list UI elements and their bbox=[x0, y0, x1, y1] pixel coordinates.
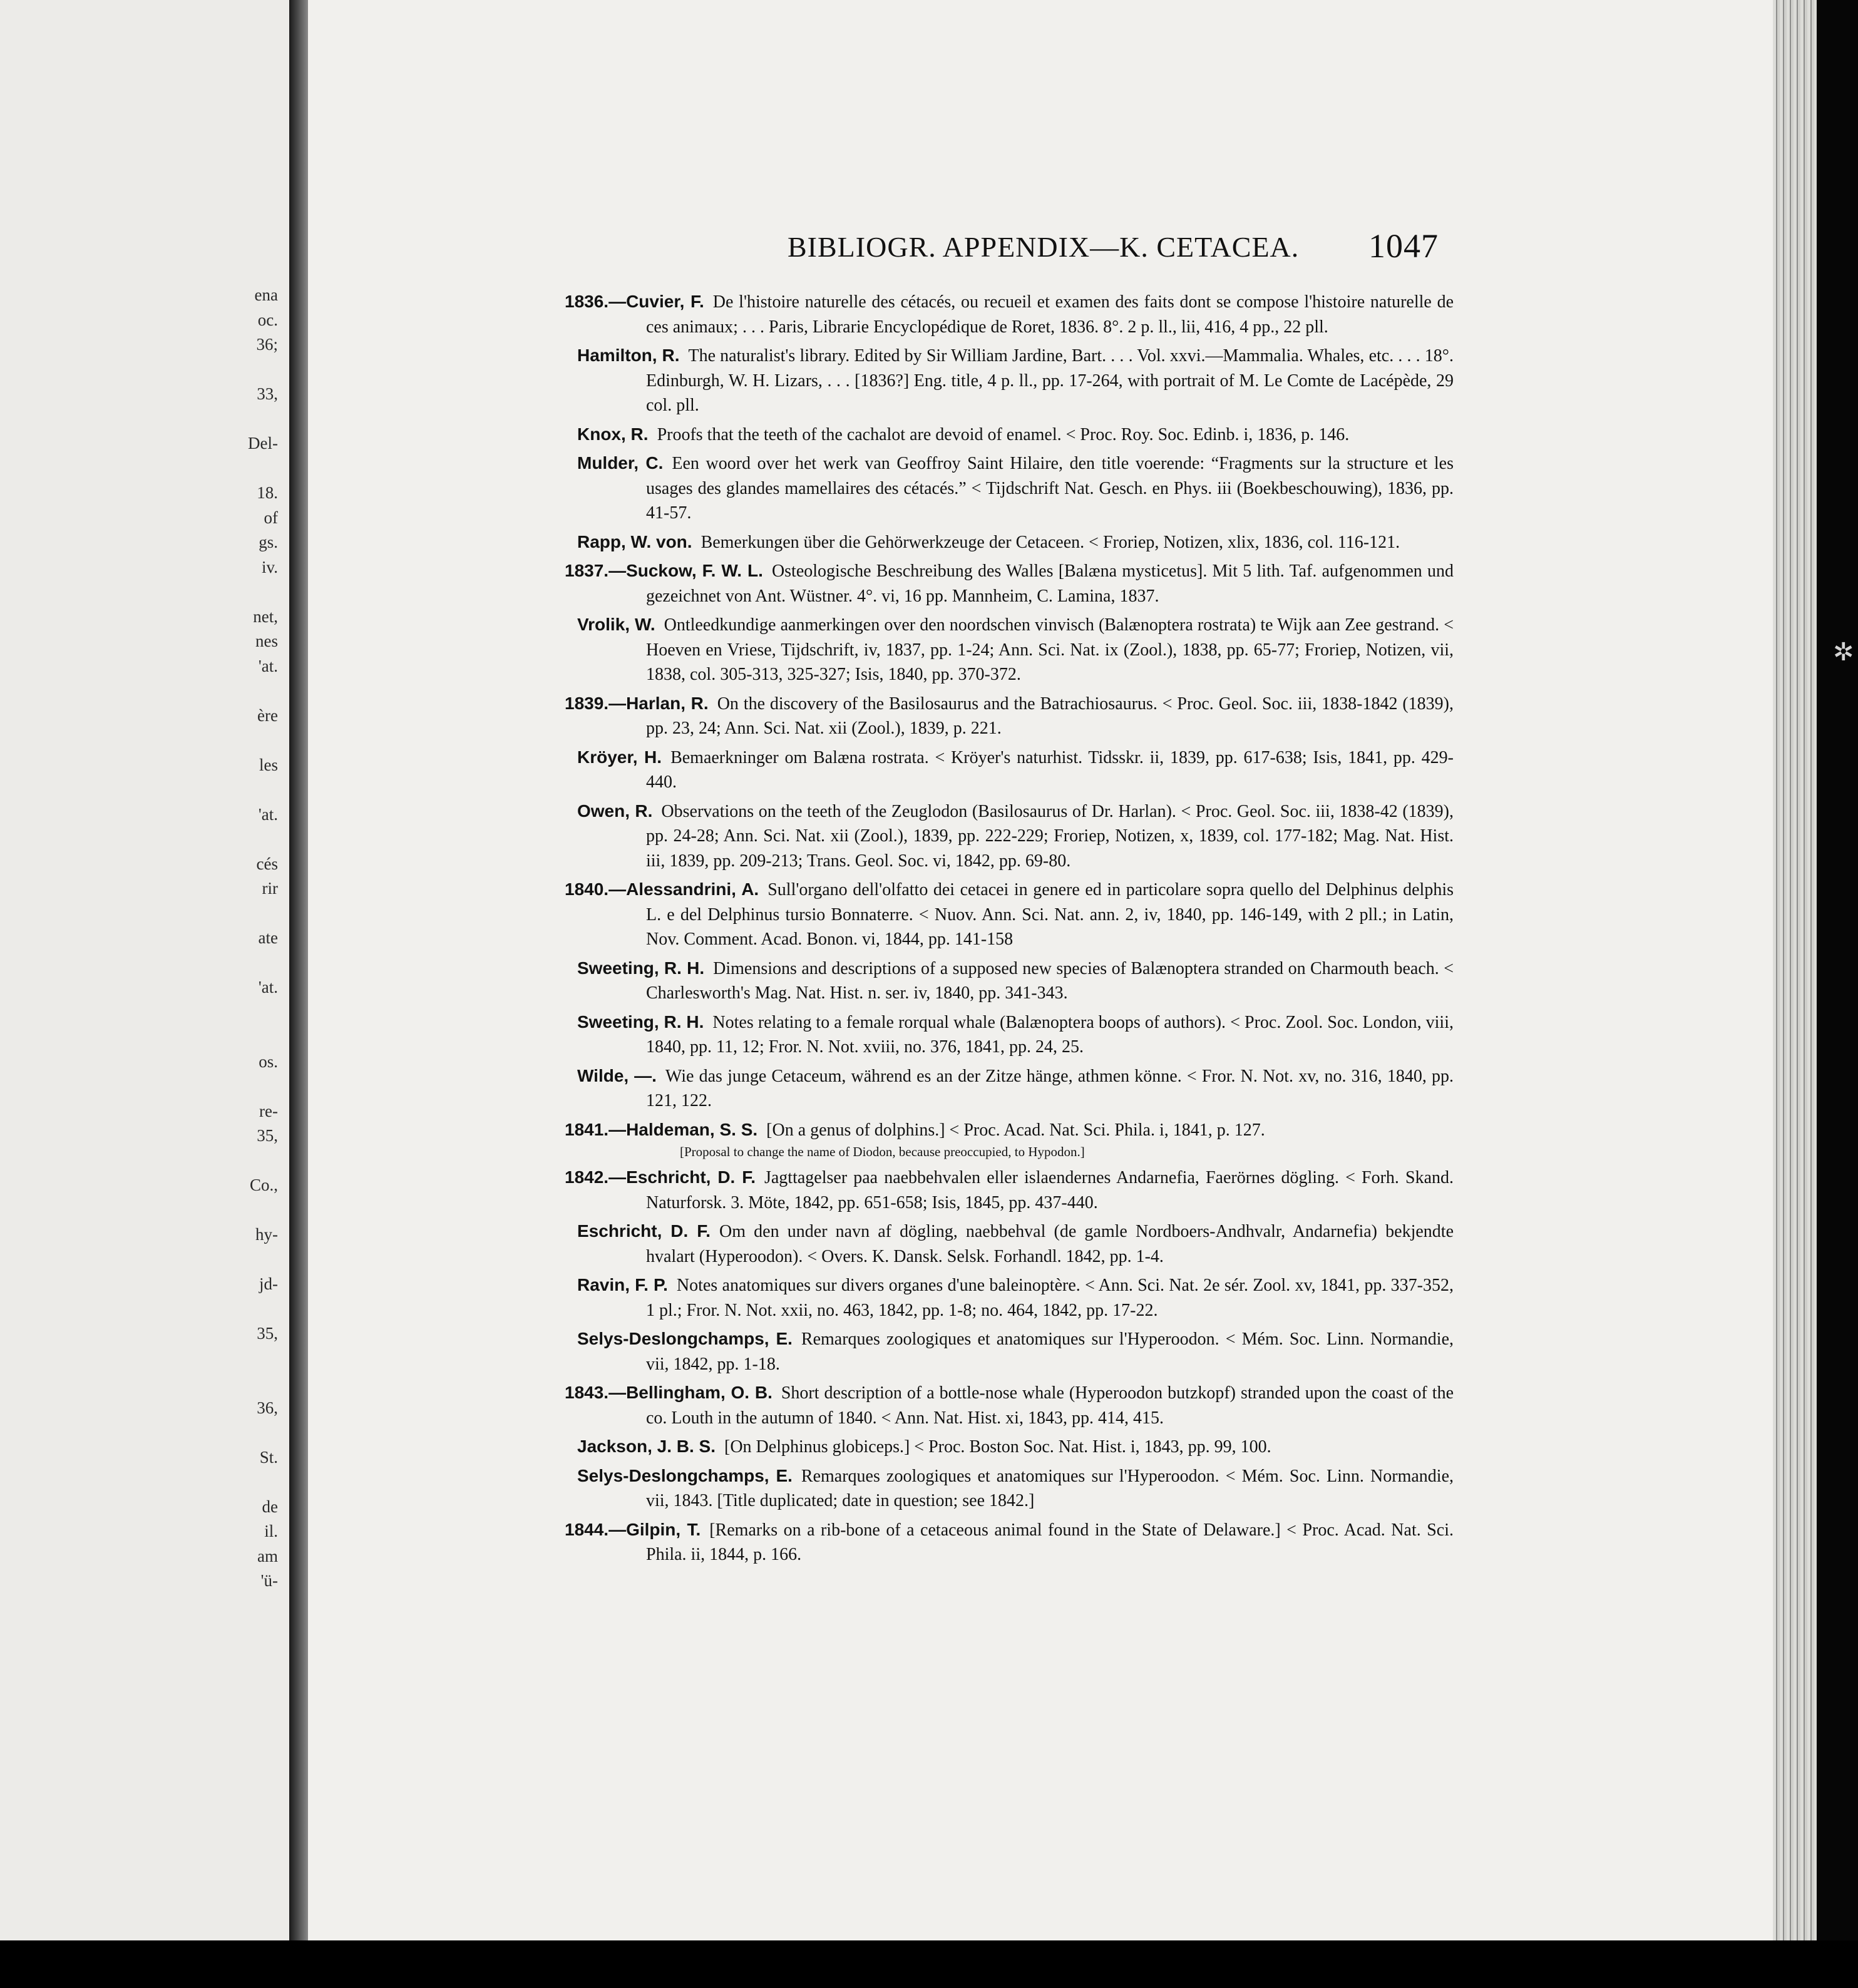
left-page-fragment: 'at. bbox=[258, 804, 278, 824]
left-page-fragment: os. bbox=[259, 1052, 278, 1071]
page-edge-shadow bbox=[1817, 0, 1858, 1940]
entry-text: Proofs that the teeth of the cachalot are devoid of enamel. < Proc. Roy. Soc. Edinb. i, 1836, p. 146. bbox=[657, 424, 1350, 444]
entry-author: Selys-Deslongchamps, E. bbox=[577, 1329, 793, 1348]
bibliography-list bbox=[565, 289, 1454, 1571]
bibliography-entry bbox=[565, 451, 1454, 526]
entry-text: Jagttagelser paa naebbehvalen eller islaendernes Andarnefia, Faerörnes dögling. < Forh. Skand. Naturforsk. 3. Möte, 1842, pp. 651-658; Isis, 1845, pp. 437-440. bbox=[646, 1168, 1454, 1212]
entry-text: Remarques zoologiques et anatomiques sur l'Hyperoodon. < Mém. Soc. Linn. Normandie, vii, 1842, pp. 1-18. bbox=[646, 1330, 1454, 1374]
entry-text: Sull'organo dell'olfatto dei cetacei in genere ed in particolare sopra quello del Delphinus delphis L. e del Delphinus tursio Bonnaterre. < Nuov. Ann. Sci. Nat. ann. 2, iv, 1840, pp. 146-149, with 2 pll.; in Latin, Nov. Comment. Acad. Bonon. vi, 1844, pp. 141-158 bbox=[646, 880, 1454, 949]
bibliography-entry bbox=[565, 1165, 1454, 1215]
bibliography-entry bbox=[565, 1434, 1454, 1460]
left-page-fragment: 36, bbox=[257, 1398, 278, 1417]
bibliography-entry bbox=[565, 1117, 1454, 1162]
left-page-fragment bbox=[203, 456, 278, 481]
entry-author: Vrolik, W. bbox=[577, 615, 655, 634]
running-title: BIBLIOGR. APPENDIX—K. CETACEA. bbox=[788, 231, 1300, 263]
entry-author: Wilde, —. bbox=[577, 1065, 657, 1085]
entry-author: Eschricht, D. F. bbox=[626, 1167, 756, 1187]
entry-author: Jackson, J. B. S. bbox=[577, 1437, 716, 1456]
entry-year: 1842.— bbox=[565, 1167, 627, 1187]
left-page-fragment: St. bbox=[259, 1447, 278, 1467]
bibliography-entry bbox=[565, 1463, 1454, 1514]
entry-text: On the discovery of the Basilosaurus and the Batrachiosaurus. < Proc. Geol. Soc. iii, 1838-1842 (1839), pp. 23, 24; Ann. Sci. Nat. xii (Zool.), 1839, p. 221. bbox=[646, 694, 1454, 738]
left-page-fragment: iv. bbox=[262, 557, 278, 576]
left-page-fragment: 35, bbox=[257, 1126, 278, 1145]
left-page-fragment bbox=[203, 728, 278, 753]
bibliography-entry bbox=[565, 1273, 1454, 1323]
left-page-fragment: il. bbox=[264, 1522, 278, 1540]
left-page-fragment: am bbox=[257, 1546, 278, 1565]
left-page-fragment: de bbox=[262, 1497, 278, 1516]
entry-text: Bemaerkninger om Balæna rostrata. < Kröyer's naturhist. Tidsskr. ii, 1839, pp. 617-638; Isis, 1841, pp. 429-440. bbox=[646, 747, 1454, 792]
entry-text: Dimensions and descriptions of a supposed new species of Balænoptera stranded on Charmouth beach. < Charlesworth's Mag. Nat. Hist. n. ser. iv, 1840, pp. 341-343. bbox=[646, 958, 1454, 1003]
bibliography-entry bbox=[565, 1326, 1454, 1376]
left-page-fragment: 'at. bbox=[258, 978, 278, 997]
entry-text: [On a genus of dolphins.] < Proc. Acad. Nat. Sci. Phila. i, 1841, p. 127. bbox=[766, 1120, 1265, 1140]
entry-text: De l'histoire naturelle des cétacés, ou recueil et examen des faits dont se compose l'histoire naturelle de ces animaux; . . . Paris, Librarie Encyclopédique de Roret, 1836. 8°. 2 p. ll., lii, 416, 4 pp., 22 pll. bbox=[646, 292, 1454, 337]
bibliography-entry bbox=[565, 1219, 1454, 1269]
left-page-fragment bbox=[203, 951, 278, 976]
bibliography-entry bbox=[565, 1063, 1454, 1114]
entry-author: Gilpin, T. bbox=[626, 1519, 701, 1539]
entry-author: Bellingham, O. B. bbox=[626, 1383, 772, 1402]
entry-text: [Remarks on a rib-bone of a cetaceous animal found in the State of Delaware.] < Proc. Acad. Nat. Sci. Phila. ii, 1844, p. 166. bbox=[646, 1520, 1454, 1564]
left-page-fragment bbox=[203, 1074, 278, 1099]
entry-author: Rapp, W. von. bbox=[577, 531, 692, 551]
left-page-fragment: of bbox=[264, 508, 278, 527]
entry-author: Owen, R. bbox=[577, 801, 653, 821]
left-page-fragment bbox=[203, 1371, 278, 1396]
entry-author: Knox, R. bbox=[577, 424, 649, 444]
entry-year: 1840.— bbox=[565, 879, 627, 899]
entry-text: Ontleedkundige aanmerkingen over den noordschen vinvisch (Balænoptera rostrata) te Wijk aan Zee gestrand. < Hoeven en Vriese, Tijdschrift, iv, 1837, pp. 1-24; Ann. Sci. Nat. ix (Zool.), 1838, pp. 65-77; Froriep, Notizen, vii, 1838, col. 305-313, 325-327; Isis, 1840, pp. 370-372. bbox=[646, 615, 1454, 684]
entry-author: Hamilton, R. bbox=[577, 346, 680, 365]
left-page-fragment bbox=[203, 357, 278, 382]
entry-text: The naturalist's library. Edited by Sir William Jardine, Bart. . . . Vol. xxvi.—Mammalia. Whales, etc. . . . 18°. Edinburgh, W. H. Lizars, . . . [1836?] Eng. title, 4 p. ll., pp. 17-264, with portrait of M. Le Comte de Lacépède, 29 col. pll. bbox=[646, 346, 1454, 415]
bibliography-entry bbox=[565, 1517, 1454, 1567]
left-page-fragment bbox=[203, 407, 278, 432]
bibliography-entry bbox=[565, 530, 1454, 555]
left-page-fragment: ena bbox=[254, 285, 278, 304]
entry-year: 1841.— bbox=[565, 1119, 627, 1139]
entry-text: Osteologische Beschreibung des Walles [Balæna mysticetus]. Mit 5 lith. Taf. aufgenommen und gezeichnet von Ant. Wüstner. 4°. vi, 16 pp. Mannheim, C. Lamina, 1837. bbox=[646, 561, 1454, 606]
entry-text: Observations on the teeth of the Zeuglodon (Basilosaurus of Dr. Harlan). < Proc. Geol. Soc. iii, 1838-42 (1839), pp. 24-28; Ann. Sci. Nat. xii (Zool.), 1839, pp. 222-229; Froriep, Notizen, x, 1839, col. 177-182; Mag. Nat. Hist. iii, 1839, pp. 209-213; Trans. Geol. Soc. vi, 1842, pp. 69-80. bbox=[646, 801, 1454, 871]
left-page-fragment: Del- bbox=[248, 434, 278, 453]
left-page-fragment: 33, bbox=[257, 384, 278, 403]
left-page-fragment: 'ü- bbox=[260, 1571, 278, 1590]
left-page-fragment bbox=[203, 1420, 278, 1445]
left-page-fragment: re- bbox=[259, 1101, 278, 1120]
left-page-fragment bbox=[203, 901, 278, 926]
entry-author: Eschricht, D. F. bbox=[577, 1221, 711, 1241]
left-page-fragment: nes bbox=[255, 632, 278, 650]
bibliography-entry bbox=[565, 877, 1454, 952]
left-page-fragment: 36; bbox=[256, 335, 278, 354]
entry-year: 1844.— bbox=[565, 1519, 627, 1539]
page-edge-stack bbox=[1773, 0, 1817, 1940]
left-page bbox=[0, 0, 289, 1940]
left-page-fragment bbox=[203, 1346, 278, 1371]
entry-author: Selys-Deslongchamps, E. bbox=[577, 1465, 793, 1485]
entry-author: Mulder, C. bbox=[577, 453, 664, 473]
left-page-fragment: cés bbox=[256, 854, 278, 873]
entry-note: [Proposal to change the name of Diodon, because preoccupied, to Hypodon.] bbox=[680, 1144, 1085, 1159]
entry-author: Sweeting, R. H. bbox=[577, 958, 705, 978]
entry-author: Cuvier, F. bbox=[626, 292, 704, 311]
entry-text: Short description of a bottle-nose whale (Hyperoodon butzkopf) stranded upon the coast of the co. Louth in the autumn of 1840. < Ann. Nat. Hist. xi, 1843, pp. 414, 415. bbox=[646, 1383, 1454, 1428]
left-page-fragment: 35, bbox=[257, 1324, 278, 1343]
bibliography-entry bbox=[565, 1010, 1454, 1060]
left-page-fragment: net, bbox=[253, 607, 278, 626]
left-page-fragment bbox=[203, 777, 278, 802]
entry-text: Bemerkungen über die Gehörwerkzeuge der Cetaceen. < Froriep, Notizen, xlix, 1836, col. 116-121. bbox=[701, 532, 1400, 552]
left-page-fragment bbox=[203, 1025, 278, 1050]
entry-year: 1837.— bbox=[565, 561, 627, 580]
left-page-fragment: ère bbox=[257, 705, 278, 725]
entry-author: Harlan, R. bbox=[626, 693, 709, 713]
bibliography-entry bbox=[565, 343, 1454, 418]
left-page-fragment bbox=[203, 1198, 278, 1223]
left-page-fragment: jd- bbox=[259, 1274, 278, 1293]
bibliography-entry bbox=[565, 1380, 1454, 1430]
left-page-fragment: gs. bbox=[259, 533, 278, 551]
bibliography-entry bbox=[565, 289, 1454, 339]
left-page-fragment bbox=[203, 827, 278, 852]
left-page-fragment: les bbox=[259, 755, 278, 774]
entry-author: Sweeting, R. H. bbox=[577, 1012, 704, 1032]
entry-text: [On Delphinus globiceps.] < Proc. Boston Soc. Nat. Hist. i, 1843, pp. 99, 100. bbox=[724, 1437, 1271, 1457]
entry-text: Notes relating to a female rorqual whale (Balænoptera boops of authors). < Proc. Zool. Soc. London, viii, 1840, pp. 11, 12; Fror. N. Not. xviii, no. 376, 1841, pp. 24, 25. bbox=[646, 1012, 1454, 1057]
left-page-fragment: ate bbox=[258, 928, 278, 947]
entry-text: Een woord over het werk van Geoffroy Saint Hilaire, den title voerende: “Fragments sur la structure et les usages des glandes mamellaires des cétacés.” < Tijdschrift Nat. Gesch. en Phys. iii (Boekbeschouwing), 1836, pp. 41-57. bbox=[646, 454, 1454, 523]
entry-text: Notes anatomiques sur divers organes d'une baleinoptère. < Ann. Sci. Nat. 2e sér. Zool. xv, 1841, pp. 337-352, 1 pl.; Fror. N. Not. xxii, no. 463, 1842, pp. 1-8; no. 464, 1842, pp. 17-22. bbox=[646, 1276, 1454, 1320]
left-page-fragment bbox=[203, 1149, 278, 1174]
left-page-fragment bbox=[203, 1470, 278, 1495]
left-page-fragment bbox=[203, 580, 278, 605]
page-header bbox=[788, 227, 1439, 264]
entry-text: Om den under navn af dögling, naebbehval (de gamle Nordboers-Andhvalr, Andarnefia) bekjendte hvalart (Hyperoodon). < Overs. K. Dansk. Selsk. Forhandl. 1842, pp. 1-4. bbox=[646, 1222, 1454, 1266]
page-number: 1047 bbox=[1368, 227, 1439, 265]
entry-author: Alessandrini, A. bbox=[626, 879, 759, 899]
entry-author: Suckow, F. W. L. bbox=[626, 561, 763, 580]
entry-year: 1839.— bbox=[565, 693, 627, 713]
entry-text: Remarques zoologiques et anatomiques sur l'Hyperoodon. < Mém. Soc. Linn. Normandie, vii, 1843. [Title duplicated; date in question; see 1842.] bbox=[646, 1466, 1454, 1510]
left-page-fragment: Co., bbox=[249, 1176, 278, 1194]
left-page-fragment bbox=[203, 1248, 278, 1273]
entry-author: Haldeman, S. S. bbox=[626, 1119, 758, 1139]
bibliography-entry bbox=[565, 799, 1454, 874]
left-page-fragment: 'at. bbox=[258, 656, 278, 675]
left-page-fragment bbox=[203, 1297, 278, 1322]
entry-author: Ravin, F. P. bbox=[577, 1275, 668, 1294]
bibliography-entry bbox=[565, 422, 1454, 448]
book-gutter bbox=[289, 0, 308, 1940]
left-page-fragment: hy- bbox=[255, 1225, 278, 1244]
left-page-fragment: 18. bbox=[257, 483, 278, 502]
entry-year: 1843.— bbox=[565, 1383, 627, 1402]
bibliography-entry bbox=[565, 745, 1454, 795]
left-page-fragment: rir bbox=[262, 879, 278, 898]
left-page-fragment bbox=[203, 1000, 278, 1025]
left-page-fragment bbox=[203, 679, 278, 704]
bibliography-entry bbox=[565, 956, 1454, 1006]
stray-mark-icon: ✲ bbox=[1833, 638, 1854, 666]
left-page-fragment: oc. bbox=[257, 310, 278, 329]
bibliography-entry bbox=[565, 691, 1454, 741]
bibliography-entry bbox=[565, 558, 1454, 608]
entry-text: Wie das junge Cetaceum, während es an der Zitze hänge, athmen könne. < Fror. N. Not. xv, no. 316, 1840, pp. 121, 122. bbox=[646, 1066, 1454, 1110]
left-page-fragments bbox=[203, 283, 278, 1594]
bibliography-entry bbox=[565, 612, 1454, 687]
entry-year: 1836.— bbox=[565, 292, 627, 311]
entry-author: Kröyer, H. bbox=[577, 747, 662, 767]
scan-bottom-band bbox=[0, 1940, 1858, 1988]
